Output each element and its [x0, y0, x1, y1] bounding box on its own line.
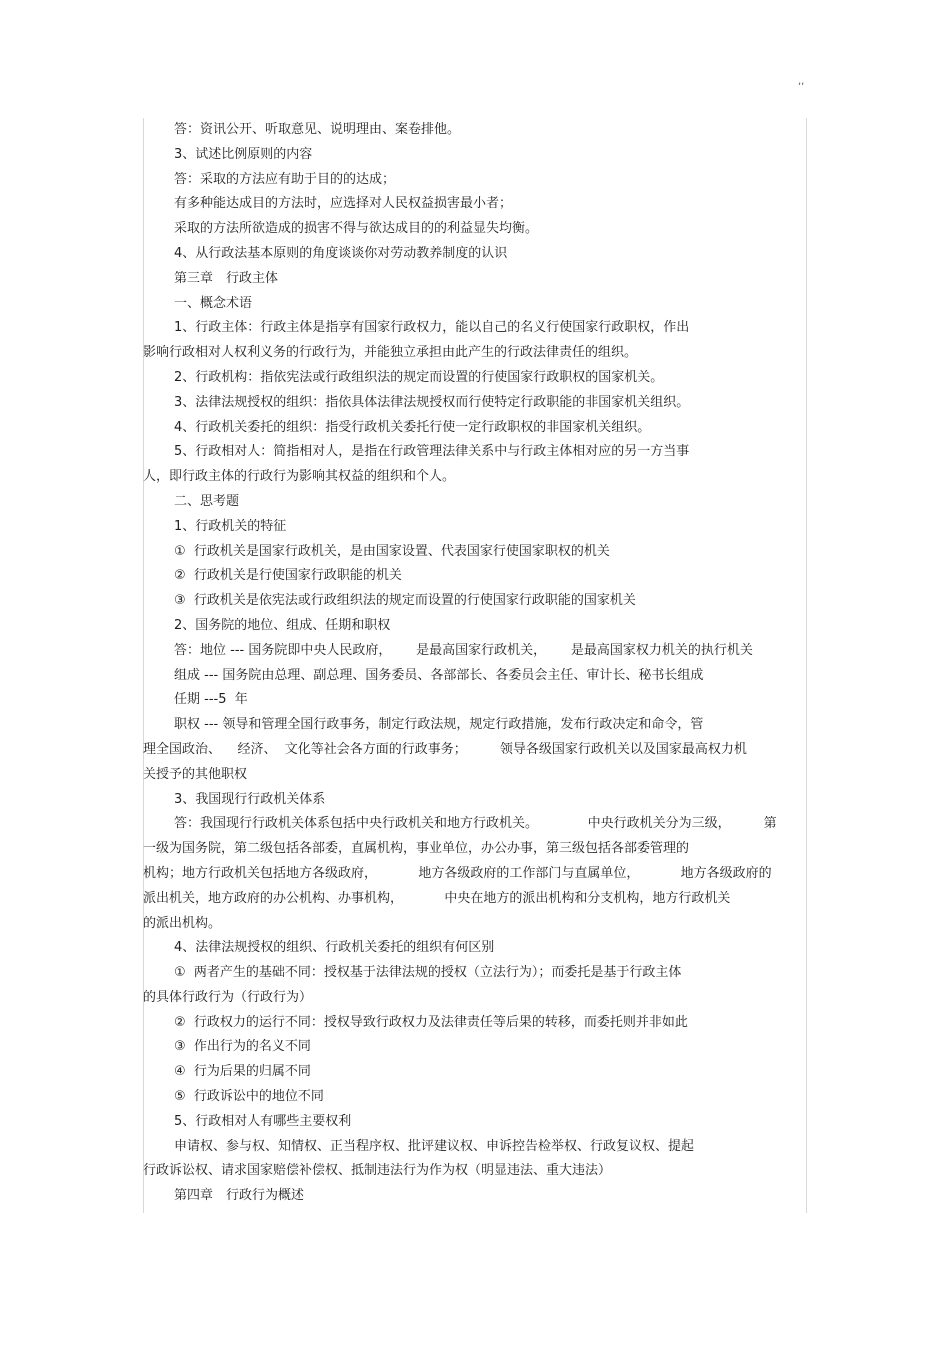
text-line: ① 两者产生的基础不同：授权基于法律法规的授权（立法行为）；而委托是基于行政主体 [174, 965, 682, 981]
text-line: 2、行政机构：指依宪法或行政组织法的规定而设置的行使国家行政职权的国家机关。 [174, 369, 664, 385]
text-line: 3、试述比例原则的内容 [174, 146, 313, 162]
text-line: 3、我国现行行政机关体系 [174, 791, 326, 807]
text-line: 答：资讯公开、听取意见、说明理由、案卷排他。 [174, 122, 461, 137]
text-line: 二、思考题 [174, 493, 240, 509]
text-line: ② 行政机关是行使国家行政职能的机关 [174, 568, 402, 584]
text-line: 影响行政相对人权利义务的行政行为，并能独立承担由此产生的行政法律责任的组织。 [143, 345, 638, 361]
text-line: 3、法律法规授权的组织：指依具体法律法规授权而行使特定行政职能的非国家机关组织。 [174, 394, 690, 410]
text-line: 2、国务院的地位、组成、任期和职权 [174, 617, 391, 633]
page-corner-mark: ,, [798, 76, 805, 87]
text-line: 1、行政机关的特征 [174, 518, 287, 534]
text-line: ① 行政机关是国家行政机关，是由国家设置、代表国家行使国家职权的机关 [174, 543, 610, 559]
text-line: 关授予的其他职权 [143, 766, 248, 782]
text-line: 申请权、参与权、知情权、正当程序权、批评建议权、申诉控告检举权、行政复议权、提起 [174, 1138, 695, 1154]
text-line: 第四章 行政行为概述 [174, 1188, 305, 1204]
text-line: 的具体行政行为（行政行为） [143, 989, 313, 1005]
text-line: 有多种能达成目的方法时，应选择对人民权益损害最小者； [174, 196, 513, 212]
text-line: ② 行政权力的运行不同：授权导致行政权力及法律责任等后果的转移，而委托则并非如此 [174, 1014, 688, 1030]
text-line: 答：采取的方法应有助于目的的达成； [174, 171, 396, 187]
text-line: 机构；地方行政机关包括地方各级政府， 地方各级政府的工作部门与直属单位， 地方各级政府的 [143, 865, 772, 881]
text-line: 一、概念术语 [174, 295, 253, 311]
text-line: 的派出机构。 [143, 915, 222, 931]
text-line: 人，即行政主体的行政行为影响其权益的组织和个人。 [143, 469, 456, 485]
document-body [143, 118, 805, 1209]
text-line: 采取的方法所欲造成的损害不得与欲达成目的的利益显失均衡。 [174, 221, 539, 237]
text-line: ③ 作出行为的名义不同 [174, 1039, 311, 1055]
text-line: 理全国政治、 经济、 文化等社会各方面的行政事务； 领导各级国家行政机关以及国家最高权力机 [143, 741, 747, 757]
text-line: ③ 行政机关是依宪法或行政组织法的规定而设置的行使国家行政职能的国家机关 [174, 593, 636, 609]
text-line: 一级为国务院，第二级包括各部委，直属机构，事业单位，办公办事，第三级包括各部委管理的 [143, 841, 690, 857]
text-line: 5、行政相对人：简指相对人，是指在行政管理法律关系中与行政主体相对应的另一方当事 [174, 444, 690, 460]
text-line: 第三章 行政主体 [174, 270, 279, 286]
text-line: 5、行政相对人有哪些主要权利 [174, 1113, 352, 1129]
text-line: 1、行政主体：行政主体是指享有国家行政权力，能以自己的名义行使国家行政职权，作出 [174, 320, 690, 336]
right-margin-line [806, 118, 807, 1213]
text-line: ④ 行为后果的归属不同 [174, 1064, 311, 1080]
text-line: ⑤ 行政诉讼中的地位不同 [174, 1089, 324, 1105]
text-line: 答：我国现行行政机关体系包括中央行政机关和地方行政机关。 中央行政机关分为三级， 第 [174, 816, 777, 832]
text-line: 4、法律法规授权的组织、行政机关委托的组织有何区别 [174, 940, 495, 956]
text-line: 行政诉讼权、请求国家赔偿补偿权、抵制违法行为作为权（明显违法、重大违法） [143, 1163, 612, 1179]
text-line: 答：地位 --- 国务院即中央人民政府， 是最高国家行政机关， 是最高国家权力机关的执行机关 [174, 642, 753, 658]
text-line: 4、行政机关委托的组织：指受行政机关委托行使一定行政职权的非国家机关组织。 [174, 419, 651, 435]
text-line: 派出机关，地方政府的办公机构、办事机构， 中央在地方的派出机构和分支机构，地方行政机关 [143, 890, 731, 906]
text-line: 4、从行政法基本原则的角度谈谈你对劳动教养制度的认识 [174, 245, 508, 261]
text-line: 组成 --- 国务院由总理、副总理、国务委员、各部部长、各委员会主任、审计长、秘书长组成 [174, 667, 704, 683]
text-line: 任期 ---5 年 [174, 692, 248, 708]
text-line: 职权 --- 领导和管理全国行政事务，制定行政法规，规定行政措施，发布行政决定和命令，管 [174, 717, 704, 733]
